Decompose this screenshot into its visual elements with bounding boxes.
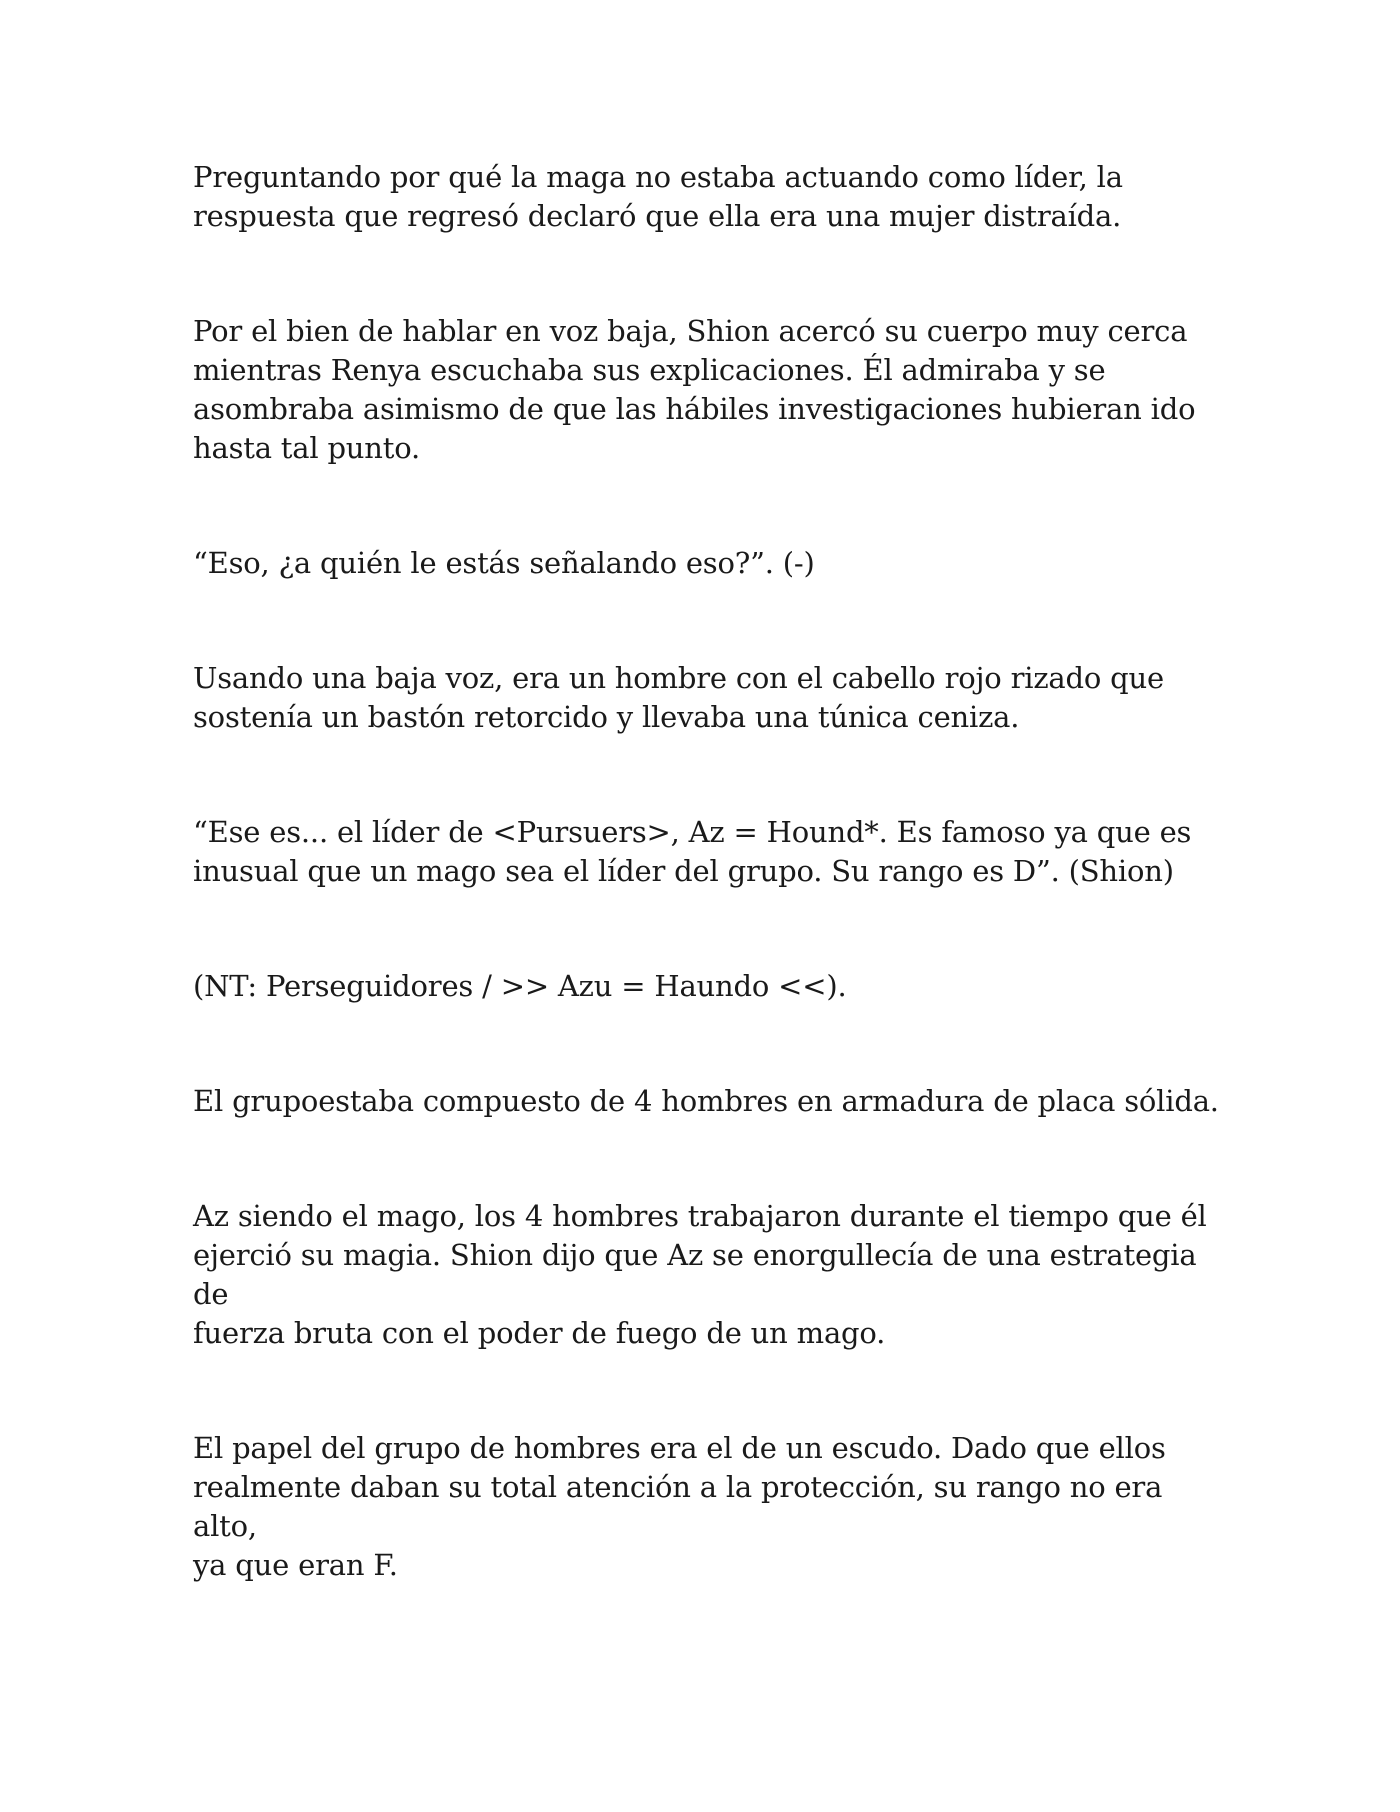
paragraph-8: Az siendo el mago, los 4 hombres trabajaron durante el tiempo que él ejerció su magia. Shion dijo que Az se enorgullecía de una estrategia de fuerza bruta con el poder de fuego de un mago.	[193, 1199, 1207, 1350]
paragraph-3: “Eso, ¿a quién le estás señalando eso?”. (-)	[193, 546, 815, 580]
paragraph-1: Preguntando por qué la maga no estaba actuando como líder, la respuesta que regresó declaró que ella era una mujer distraída.	[193, 160, 1123, 233]
paragraph-6: (NT: Perseguidores / >> Azu = Haundo <<).	[193, 969, 847, 1003]
paragraph-7: El grupoestaba compuesto de 4 hombres en armadura de placa sólida.	[193, 1084, 1219, 1118]
paragraph-2: Por el bien de hablar en voz baja, Shion acercó su cuerpo muy cerca mientras Renya escuchaba sus explicaciones. Él admiraba y se asombraba asimismo de que las hábiles investigaciones hubieran ido hasta tal punto.	[193, 314, 1196, 465]
document-body	[193, 158, 1233, 1585]
paragraph-5: “Ese es... el líder de <Pursuers>, Az = Hound*. Es famoso ya que es inusual que un mago sea el líder del grupo. Su rango es D”. (Shion)	[193, 815, 1192, 888]
paragraph-9: El papel del grupo de hombres era el de un escudo. Dado que ellos realmente daban su total atención a la protección, su rango no era alto, ya que eran F.	[193, 1431, 1166, 1582]
paragraph-4: Usando una baja voz, era un hombre con el cabello rojo rizado que sostenía un bastón retorcido y llevaba una túnica ceniza.	[193, 661, 1164, 734]
